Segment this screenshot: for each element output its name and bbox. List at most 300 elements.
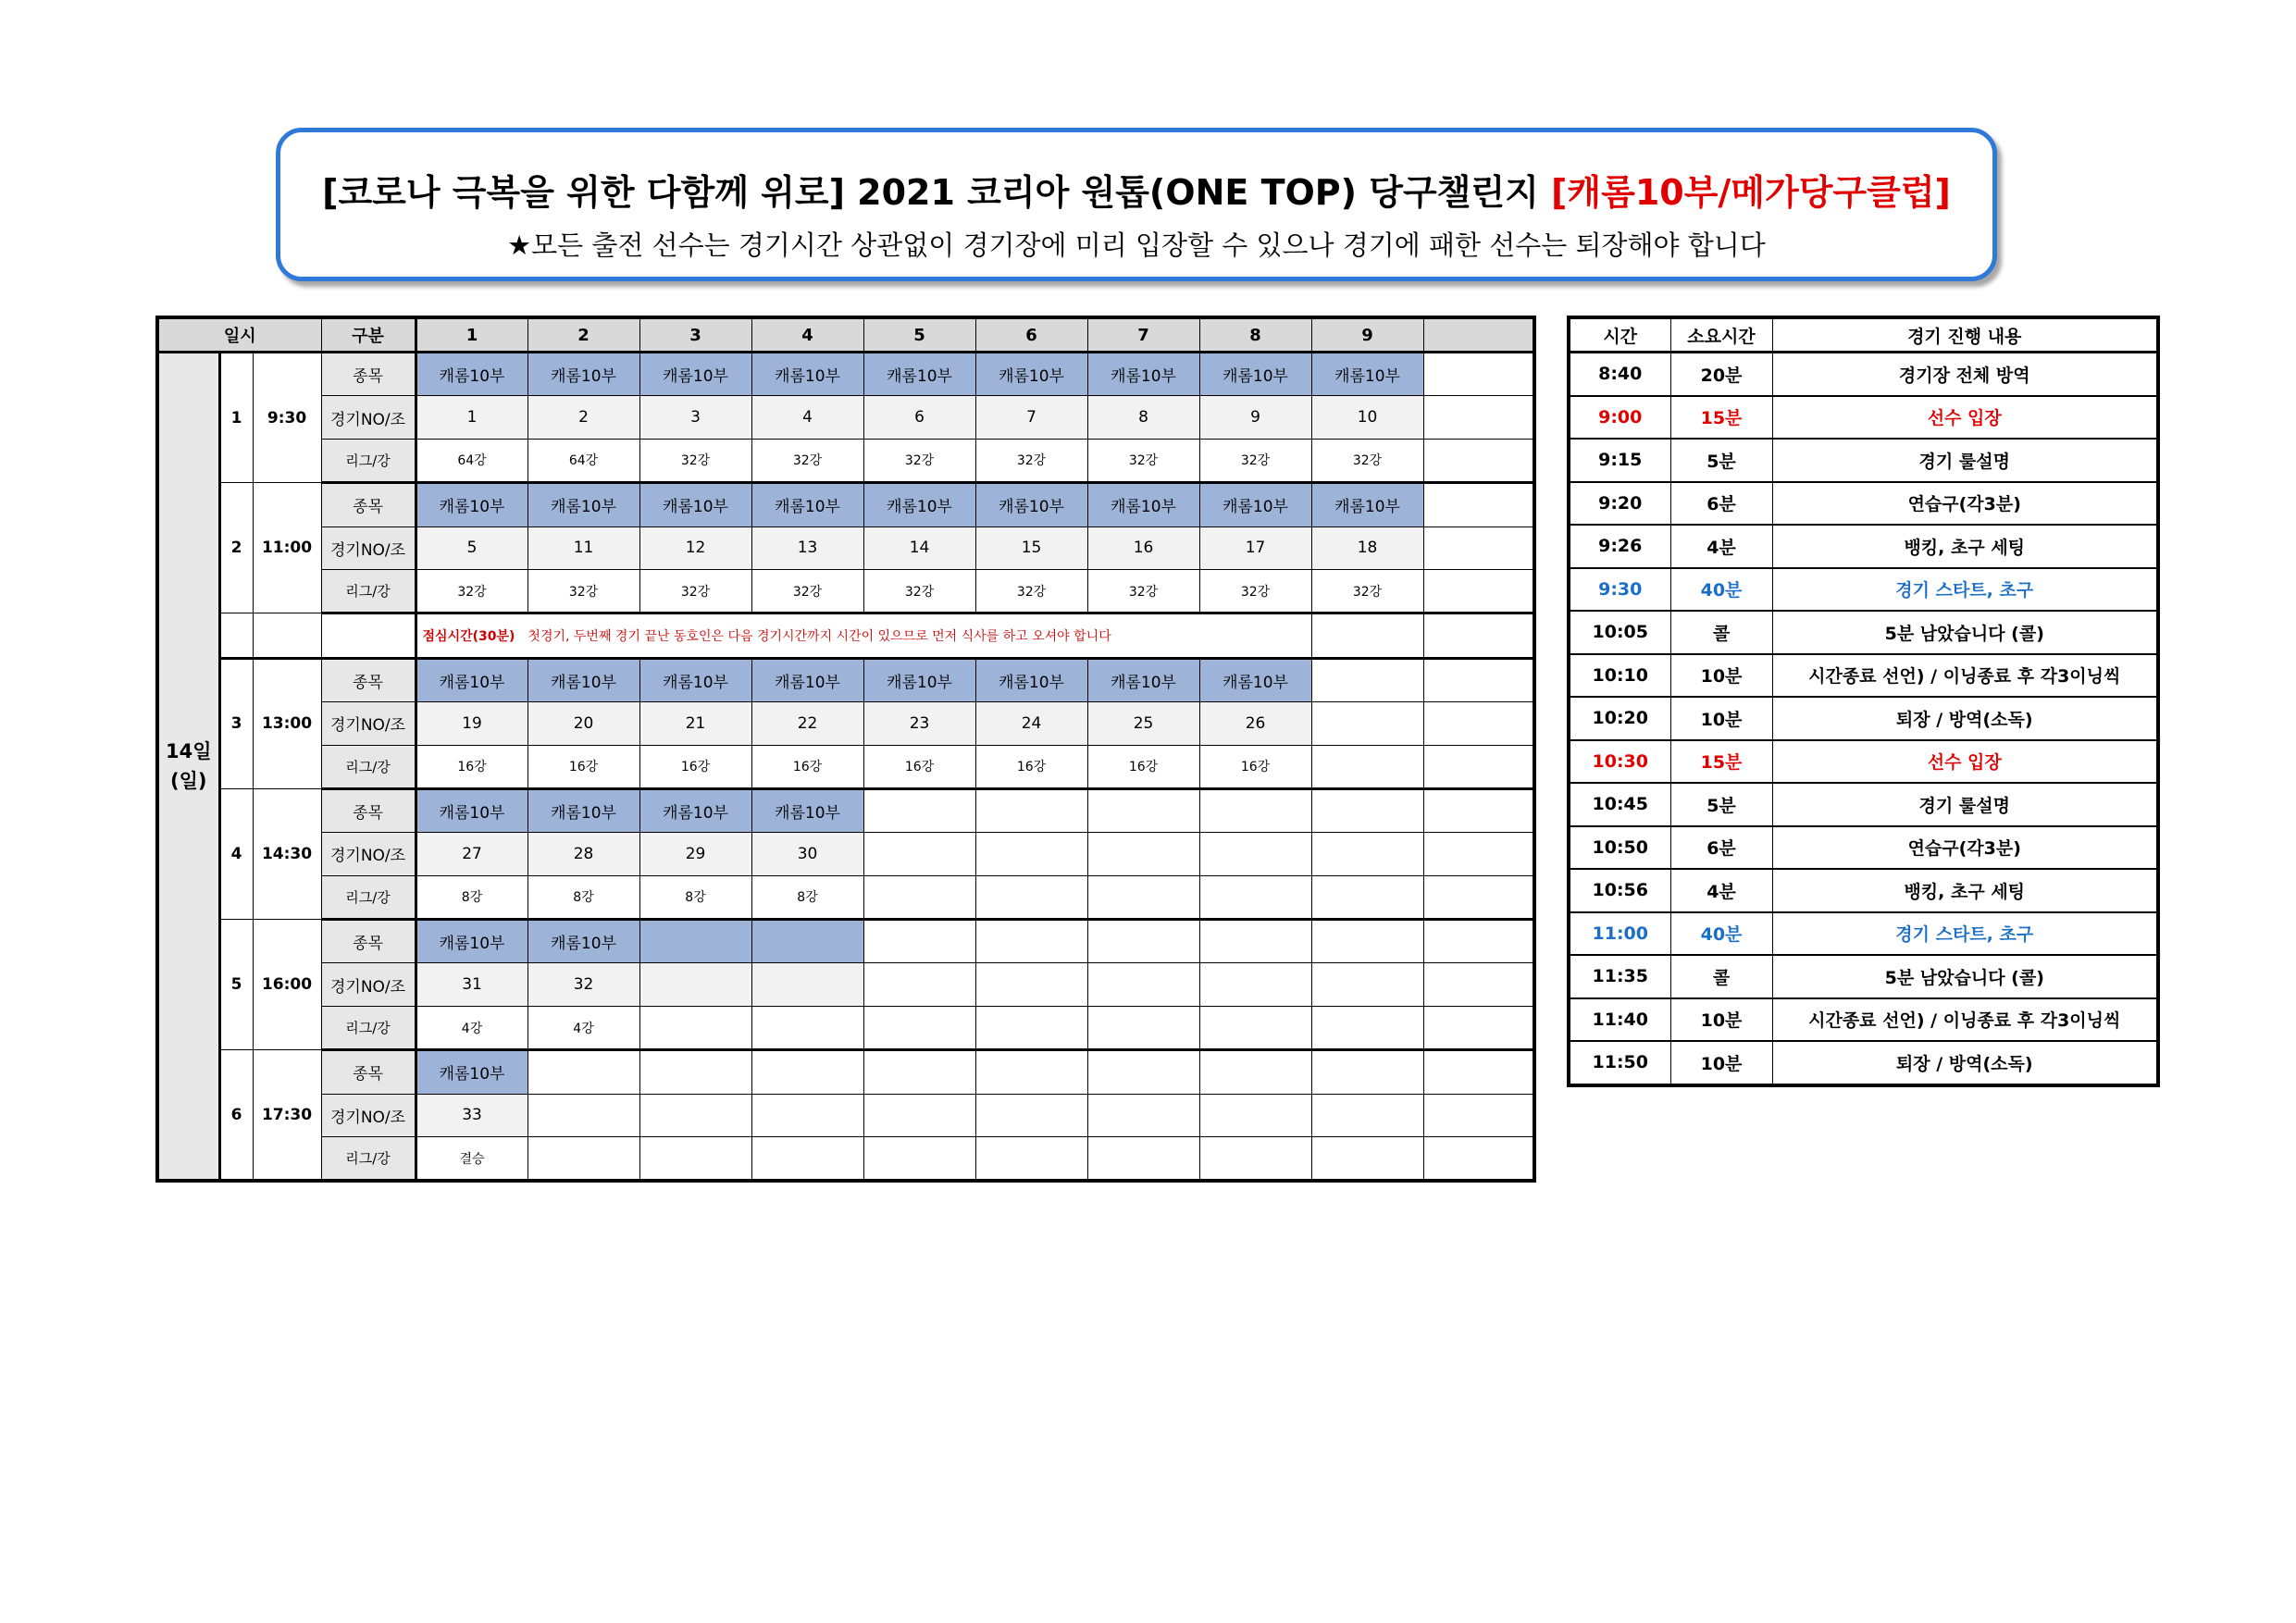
row-label-game-no: 경기NO/조 — [321, 833, 416, 875]
schedule-row — [157, 527, 1534, 569]
game-no-cell: 19 — [416, 702, 527, 745]
empty-cell — [975, 875, 1087, 919]
progress-content: 뱅킹, 초구 세팅 — [1772, 869, 2158, 912]
league-cell: 16강 — [1087, 745, 1199, 788]
session-time: 9:30 — [253, 353, 321, 483]
empty-cell — [321, 613, 416, 658]
row-label-league: 리그/강 — [321, 439, 416, 482]
progress-row — [1569, 568, 2158, 612]
event-cell: 캐롬10부 — [527, 483, 639, 527]
row-label-event: 종목 — [321, 1050, 416, 1094]
league-cell: 16강 — [863, 745, 975, 788]
empty-cell — [863, 1094, 975, 1136]
game-no-cell: 22 — [751, 702, 863, 745]
game-no-cell: 8 — [1087, 396, 1199, 439]
banner-notice: ★모든 출전 선수는 경기시간 상관없이 경기장에 미리 입장할 수 있으나 경기에 패한 선수는 퇴장해야 합니다 — [507, 229, 1766, 261]
event-cell: 캐롬10부 — [527, 920, 639, 963]
league-cell: 32강 — [863, 439, 975, 482]
schedule-row — [157, 963, 1534, 1006]
game-no-cell: 5 — [416, 527, 527, 569]
progress-content: 시간종료 선언) / 이닝종료 후 각3이닝씩 — [1772, 998, 2158, 1042]
session-number: 3 — [219, 658, 253, 788]
progress-time: 10:50 — [1569, 826, 1670, 870]
empty-cell — [1423, 658, 1534, 701]
lunch-text: 첫경기, 두번째 경기 끝난 동호인은 다음 경기시간까지 시간이 있으므로 먼저 식사를 하고 오셔야 합니다 — [527, 629, 1111, 645]
progress-duration: 40분 — [1670, 912, 1772, 956]
progress-content: 경기 룰설명 — [1772, 783, 2158, 826]
progress-duration: 40분 — [1670, 568, 1772, 612]
header-table-10 — [1423, 317, 1534, 353]
session-number: 2 — [219, 483, 253, 613]
event-cell: 캐롬10부 — [639, 483, 751, 527]
empty-cell — [975, 1137, 1087, 1182]
progress-content: 퇴장 / 방역(소독) — [1772, 1041, 2158, 1085]
progress-duration: 15분 — [1670, 740, 1772, 784]
header-table-5: 5 — [863, 317, 975, 353]
empty-cell — [1311, 875, 1423, 919]
progress-row — [1569, 826, 2158, 870]
schedule-row — [157, 1006, 1534, 1049]
progress-table — [1567, 316, 2160, 1087]
empty-cell — [975, 788, 1087, 832]
progress-duration: 20분 — [1670, 353, 1772, 396]
league-cell — [751, 1006, 863, 1049]
event-cell: 캐롬10부 — [863, 658, 975, 701]
league-cell: 8강 — [751, 875, 863, 919]
session-time: 17:30 — [253, 1050, 321, 1182]
schedule-row — [157, 1137, 1534, 1182]
progress-duration: 10분 — [1670, 1041, 1772, 1085]
league-cell: 32강 — [1311, 569, 1423, 613]
league-cell: 8강 — [527, 875, 639, 919]
empty-cell — [1311, 613, 1423, 658]
empty-cell — [863, 920, 975, 963]
game-no-cell: 1 — [416, 396, 527, 439]
row-label-event: 종목 — [321, 353, 416, 396]
event-cell: 캐롬10부 — [527, 353, 639, 396]
empty-cell — [1087, 1006, 1199, 1049]
day-cell — [157, 353, 219, 1182]
league-cell: 64강 — [416, 439, 527, 482]
schedule-row — [157, 875, 1534, 919]
empty-cell — [863, 875, 975, 919]
header-table-4: 4 — [751, 317, 863, 353]
empty-cell — [1311, 745, 1423, 788]
empty-cell — [1199, 1137, 1311, 1182]
event-cell: 캐롬10부 — [639, 788, 751, 832]
empty-cell — [639, 1137, 751, 1182]
row-label-game-no: 경기NO/조 — [321, 527, 416, 569]
event-cell: 캐롬10부 — [416, 658, 527, 701]
empty-cell — [1087, 1050, 1199, 1094]
title-banner — [276, 128, 1997, 281]
schedule-header-row — [157, 317, 1534, 353]
empty-cell — [527, 1050, 639, 1094]
league-cell: 4강 — [527, 1006, 639, 1049]
empty-cell — [1311, 1050, 1423, 1094]
progress-content: 뱅킹, 초구 세팅 — [1772, 525, 2158, 568]
game-no-cell: 33 — [416, 1094, 527, 1136]
empty-cell — [1423, 439, 1534, 482]
game-no-cell: 2 — [527, 396, 639, 439]
progress-row — [1569, 740, 2158, 784]
game-no-cell: 27 — [416, 833, 527, 875]
banner-title — [280, 164, 1992, 215]
league-cell: 16강 — [751, 745, 863, 788]
progress-content: 경기 스타트, 초구 — [1772, 912, 2158, 956]
empty-cell — [1199, 788, 1311, 832]
empty-cell — [1423, 788, 1534, 832]
session-number: 4 — [219, 788, 253, 919]
game-no-cell: 11 — [527, 527, 639, 569]
header-table-9: 9 — [1311, 317, 1423, 353]
empty-cell — [1423, 613, 1534, 658]
empty-cell — [863, 1050, 975, 1094]
league-cell: 32강 — [1199, 569, 1311, 613]
progress-content: 연습구(각3분) — [1772, 826, 2158, 870]
league-cell: 16강 — [975, 745, 1087, 788]
empty-cell — [1423, 745, 1534, 788]
empty-cell — [1199, 1094, 1311, 1136]
event-cell: 캐롬10부 — [1087, 658, 1199, 701]
session-time: 11:00 — [253, 483, 321, 613]
empty-cell — [751, 1050, 863, 1094]
event-cell: 캐롬10부 — [751, 353, 863, 396]
row-label-league: 리그/강 — [321, 569, 416, 613]
event-cell: 캐롬10부 — [975, 658, 1087, 701]
game-no-cell: 10 — [1311, 396, 1423, 439]
game-no-cell: 9 — [1199, 396, 1311, 439]
empty-cell — [1199, 920, 1311, 963]
progress-duration: 콜 — [1670, 611, 1772, 654]
session-number: 1 — [219, 353, 253, 483]
lunch-title: 점심시간(30분) — [422, 629, 515, 645]
header-time: 시간 — [1569, 317, 1670, 353]
league-cell — [639, 1006, 751, 1049]
empty-cell — [1311, 920, 1423, 963]
progress-content: 경기장 전체 방역 — [1772, 353, 2158, 396]
progress-duration: 4분 — [1670, 869, 1772, 912]
progress-content: 연습구(각3분) — [1772, 482, 2158, 526]
league-cell: 32강 — [1311, 439, 1423, 482]
empty-cell — [1423, 920, 1534, 963]
event-cell: 캐롬10부 — [1311, 353, 1423, 396]
progress-content: 경기 룰설명 — [1772, 439, 2158, 482]
empty-cell — [975, 920, 1087, 963]
empty-cell — [975, 963, 1087, 1006]
progress-time: 9:30 — [1569, 568, 1670, 612]
banner-title-highlight: [캐롬10부/메가당구클럽] — [1551, 172, 1951, 213]
event-cell: 캐롬10부 — [751, 658, 863, 701]
banner-title-main: [코로나 극복을 위한 다함께 위로] 2021 코리아 원톱(ONE TOP) 당구챌린지 — [322, 172, 1552, 213]
event-cell: 캐롬10부 — [751, 483, 863, 527]
progress-time: 11:50 — [1569, 1041, 1670, 1085]
empty-cell — [1199, 963, 1311, 1006]
progress-time: 9:26 — [1569, 525, 1670, 568]
progress-duration: 10분 — [1670, 998, 1772, 1042]
league-cell: 32강 — [527, 569, 639, 613]
row-label-event: 종목 — [321, 788, 416, 832]
empty-cell — [1423, 569, 1534, 613]
row-label-league: 리그/강 — [321, 875, 416, 919]
event-cell: 캐롬10부 — [416, 788, 527, 832]
empty-cell — [1423, 353, 1534, 396]
empty-cell — [863, 1137, 975, 1182]
schedule-row — [157, 483, 1534, 527]
empty-cell — [1311, 963, 1423, 1006]
game-no-cell: 21 — [639, 702, 751, 745]
row-label-game-no: 경기NO/조 — [321, 396, 416, 439]
game-no-cell: 13 — [751, 527, 863, 569]
session-time: 14:30 — [253, 788, 321, 919]
empty-cell — [1311, 788, 1423, 832]
empty-cell — [975, 1050, 1087, 1094]
progress-row — [1569, 1041, 2158, 1085]
schedule-row — [157, 658, 1534, 701]
game-no-cell — [639, 963, 751, 1006]
game-no-cell: 7 — [975, 396, 1087, 439]
event-cell: 캐롬10부 — [863, 353, 975, 396]
event-cell: 캐롬10부 — [416, 920, 527, 963]
event-cell: 캐롬10부 — [975, 483, 1087, 527]
header-duration: 소요시간 — [1670, 317, 1772, 353]
league-cell: 32강 — [751, 439, 863, 482]
schedule-row — [157, 353, 1534, 396]
empty-cell — [1423, 483, 1534, 527]
header-table-7: 7 — [1087, 317, 1199, 353]
progress-row — [1569, 611, 2158, 654]
progress-content: 퇴장 / 방역(소독) — [1772, 697, 2158, 740]
progress-content: 경기 스타트, 초구 — [1772, 568, 2158, 612]
empty-cell — [1087, 963, 1199, 1006]
session-time: 16:00 — [253, 920, 321, 1050]
progress-row — [1569, 697, 2158, 740]
header-table-2: 2 — [527, 317, 639, 353]
empty-cell — [1423, 833, 1534, 875]
event-cell: 캐롬10부 — [863, 483, 975, 527]
empty-cell — [1199, 1006, 1311, 1049]
league-cell: 16강 — [1199, 745, 1311, 788]
schedule-row — [157, 439, 1534, 482]
row-label-event: 종목 — [321, 920, 416, 963]
row-label-event: 종목 — [321, 483, 416, 527]
game-no-cell — [751, 963, 863, 1006]
league-cell: 4강 — [416, 1006, 527, 1049]
row-label-game-no: 경기NO/조 — [321, 1094, 416, 1136]
event-cell: 캐롬10부 — [527, 788, 639, 832]
empty-cell — [1087, 1137, 1199, 1182]
progress-row — [1569, 783, 2158, 826]
empty-cell — [1423, 1137, 1534, 1182]
progress-row — [1569, 998, 2158, 1042]
progress-duration: 4분 — [1670, 525, 1772, 568]
progress-header-row — [1569, 317, 2158, 353]
schedule-row — [157, 702, 1534, 745]
empty-cell — [1423, 1094, 1534, 1136]
empty-cell — [639, 1050, 751, 1094]
row-label-league: 리그/강 — [321, 1006, 416, 1049]
schedule-row — [157, 569, 1534, 613]
progress-duration: 15분 — [1670, 396, 1772, 440]
empty-cell — [1423, 527, 1534, 569]
header-date: 일시 — [157, 317, 321, 353]
event-cell: 캐롬10부 — [1199, 483, 1311, 527]
progress-time: 11:00 — [1569, 912, 1670, 956]
empty-cell — [253, 613, 321, 658]
game-no-cell: 6 — [863, 396, 975, 439]
empty-cell — [863, 1006, 975, 1049]
empty-cell — [1199, 1050, 1311, 1094]
progress-row — [1569, 525, 2158, 568]
event-cell: 캐롬10부 — [1199, 658, 1311, 701]
day-label: 14일 — [165, 740, 212, 763]
empty-cell — [1311, 833, 1423, 875]
empty-cell — [1423, 1050, 1534, 1094]
game-no-cell: 20 — [527, 702, 639, 745]
progress-time: 11:35 — [1569, 955, 1670, 998]
league-cell: 32강 — [1199, 439, 1311, 482]
event-cell: 캐롬10부 — [639, 353, 751, 396]
game-no-cell: 4 — [751, 396, 863, 439]
event-cell: 캐롬10부 — [416, 353, 527, 396]
league-cell: 16강 — [527, 745, 639, 788]
empty-cell — [527, 1137, 639, 1182]
progress-duration: 10분 — [1670, 654, 1772, 698]
league-cell: 64강 — [527, 439, 639, 482]
empty-cell — [527, 1094, 639, 1136]
event-cell: 캐롬10부 — [1199, 353, 1311, 396]
empty-cell — [1423, 702, 1534, 745]
game-no-cell: 16 — [1087, 527, 1199, 569]
game-no-cell: 29 — [639, 833, 751, 875]
progress-time: 9:20 — [1569, 482, 1670, 526]
progress-duration: 5분 — [1670, 439, 1772, 482]
empty-cell — [1423, 963, 1534, 1006]
league-cell: 32강 — [751, 569, 863, 613]
game-no-cell: 28 — [527, 833, 639, 875]
empty-cell — [219, 613, 253, 658]
event-cell: 캐롬10부 — [975, 353, 1087, 396]
game-no-cell: 12 — [639, 527, 751, 569]
empty-cell — [863, 833, 975, 875]
empty-cell — [1087, 833, 1199, 875]
header-table-6: 6 — [975, 317, 1087, 353]
empty-cell — [863, 963, 975, 1006]
empty-cell — [863, 788, 975, 832]
league-cell: 32강 — [1087, 569, 1199, 613]
lunch-row — [157, 613, 1534, 658]
empty-cell — [1311, 702, 1423, 745]
lunch-notice — [416, 613, 1311, 658]
event-cell — [639, 920, 751, 963]
row-label-game-no: 경기NO/조 — [321, 702, 416, 745]
row-label-league: 리그/강 — [321, 745, 416, 788]
progress-content: 선수 입장 — [1772, 396, 2158, 440]
progress-row — [1569, 912, 2158, 956]
schedule-row — [157, 833, 1534, 875]
header-table-3: 3 — [639, 317, 751, 353]
progress-duration: 6분 — [1670, 826, 1772, 870]
day-label: (일) — [170, 770, 207, 793]
empty-cell — [639, 1094, 751, 1136]
event-cell: 캐롬10부 — [416, 1050, 527, 1094]
progress-time: 9:00 — [1569, 396, 1670, 440]
progress-content: 5분 남았습니다 (콜) — [1772, 611, 2158, 654]
league-cell: 32강 — [639, 439, 751, 482]
empty-cell — [1311, 1094, 1423, 1136]
session-time: 13:00 — [253, 658, 321, 788]
league-cell: 32강 — [1087, 439, 1199, 482]
progress-time: 10:20 — [1569, 697, 1670, 740]
league-cell: 32강 — [416, 569, 527, 613]
game-no-cell: 30 — [751, 833, 863, 875]
empty-cell — [1311, 658, 1423, 701]
empty-cell — [1423, 875, 1534, 919]
progress-time: 11:40 — [1569, 998, 1670, 1042]
schedule-row — [157, 920, 1534, 963]
progress-row — [1569, 482, 2158, 526]
progress-row — [1569, 353, 2158, 396]
progress-content: 5분 남았습니다 (콜) — [1772, 955, 2158, 998]
progress-row — [1569, 955, 2158, 998]
row-label-game-no: 경기NO/조 — [321, 963, 416, 1006]
session-number: 5 — [219, 920, 253, 1050]
league-cell: 16강 — [416, 745, 527, 788]
schedule-row — [157, 1094, 1534, 1136]
progress-duration: 5분 — [1670, 783, 1772, 826]
game-no-cell: 31 — [416, 963, 527, 1006]
game-no-cell: 14 — [863, 527, 975, 569]
event-cell: 캐롬10부 — [751, 788, 863, 832]
empty-cell — [1199, 833, 1311, 875]
empty-cell — [1199, 875, 1311, 919]
event-cell: 캐롬10부 — [416, 483, 527, 527]
league-cell: 32강 — [639, 569, 751, 613]
progress-content: 시간종료 선언) / 이닝종료 후 각3이닝씩 — [1772, 654, 2158, 698]
progress-duration: 콜 — [1670, 955, 1772, 998]
progress-row — [1569, 439, 2158, 482]
progress-row — [1569, 869, 2158, 912]
event-cell — [751, 920, 863, 963]
empty-cell — [1311, 1137, 1423, 1182]
progress-time: 9:15 — [1569, 439, 1670, 482]
game-no-cell: 23 — [863, 702, 975, 745]
schedule-row — [157, 396, 1534, 439]
header-category: 구분 — [321, 317, 416, 353]
league-cell: 32강 — [863, 569, 975, 613]
progress-time: 10:10 — [1569, 654, 1670, 698]
empty-cell — [1423, 396, 1534, 439]
row-label-event: 종목 — [321, 658, 416, 701]
empty-cell — [1087, 920, 1199, 963]
schedule-row — [157, 788, 1534, 832]
progress-duration: 6분 — [1670, 482, 1772, 526]
progress-time: 10:30 — [1569, 740, 1670, 784]
header-content: 경기 진행 내용 — [1772, 317, 2158, 353]
progress-duration: 10분 — [1670, 697, 1772, 740]
league-cell: 결승 — [416, 1137, 527, 1182]
league-cell: 8강 — [416, 875, 527, 919]
league-cell: 16강 — [639, 745, 751, 788]
empty-cell — [1311, 1006, 1423, 1049]
progress-time: 10:05 — [1569, 611, 1670, 654]
game-no-cell: 17 — [1199, 527, 1311, 569]
game-no-cell: 26 — [1199, 702, 1311, 745]
progress-row — [1569, 654, 2158, 698]
event-cell: 캐롬10부 — [1087, 353, 1199, 396]
match-schedule-table — [155, 316, 1536, 1183]
event-cell: 캐롬10부 — [1311, 483, 1423, 527]
